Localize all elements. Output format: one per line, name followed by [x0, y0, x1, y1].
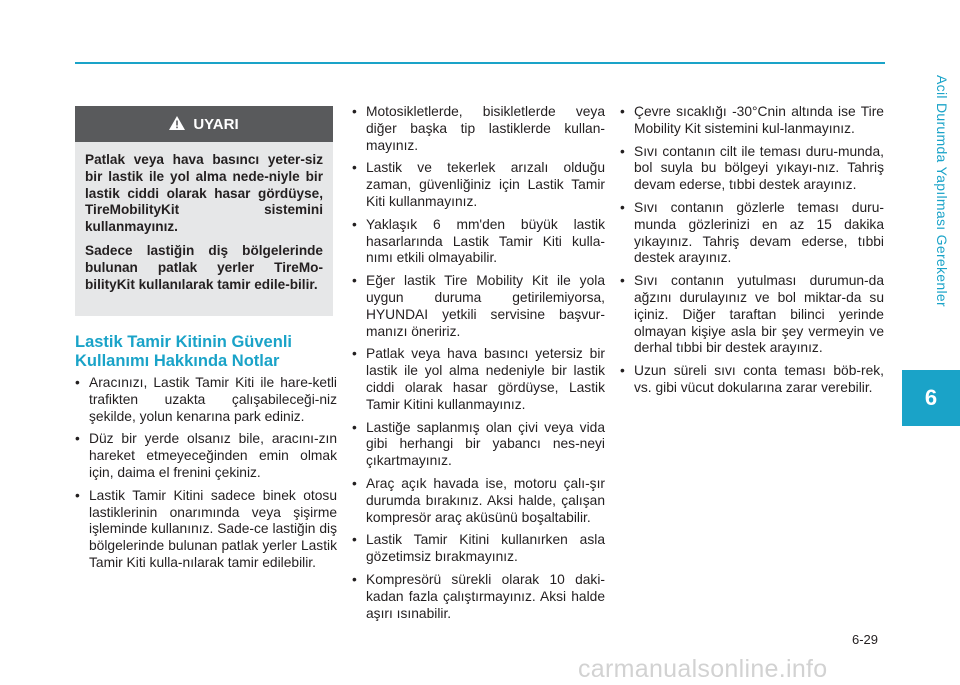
column-2	[352, 104, 605, 628]
list-item	[75, 431, 337, 481]
list-item-text: Çevre sıcaklığı -30°Cnin altında ise Tire Mobility Kit sistemini kul-lanmayınız.	[634, 104, 884, 136]
list-item-text: Lastiğe saplanmış olan çivi veya vida gibi herhangi bir yabancı nes-neyi çıkartmayınız.	[366, 419, 605, 469]
list-item	[620, 104, 884, 138]
list-item-text: Lastik ve tekerlek arızalı olduğu zaman, güvenliğiniz için Lastik Tamir Kiti kullanmayınız.	[366, 160, 605, 209]
bullet-list	[620, 104, 884, 397]
bullet-dot: •	[75, 487, 80, 503]
bullet-dot: •	[352, 160, 357, 176]
list-item	[352, 476, 605, 526]
bullet-dot: •	[620, 104, 625, 119]
list-item-text: Lastik Tamir Kitini sadece binek otosu lastiklerinin onarımında veya şişirme işleminde kullanınız. Sade-ce lastiğin diş bölgelerinde bulunan patlak yerler Lastik Tamir Kiti kulla-nılarak tamir edilebilir.	[89, 487, 337, 570]
list-item	[352, 572, 605, 622]
bullet-dot: •	[352, 475, 357, 491]
warning-paragraph: Patlak veya hava basıncı yeter-siz bir lastik ile yol alma nede-niyle bir lastik ciddi olarak hasar gördüyse, TireMobilityKit sistemini kullanmayınız.	[85, 152, 323, 235]
bullet-list	[75, 375, 337, 572]
list-item	[620, 144, 884, 194]
list-item-text: Yaklaşık 6 mm'den büyük lastik hasarlarında Lastik Tamir Kiti kulla-nımı etkili olmayabilir.	[366, 216, 605, 266]
bullet-dot: •	[620, 363, 625, 379]
bullet-dot: •	[352, 571, 357, 587]
page-number: 6-29	[852, 632, 879, 647]
bullet-dot: •	[75, 431, 80, 447]
bullet-dot: •	[352, 532, 357, 548]
bullet-dot: •	[352, 273, 357, 289]
list-item-text: Sıvı contanın yutulması durumun-da ağzını durulayınız ve bol miktar-da su içiniz. Diğer taraftan bilinci yerinde olmayan kişiye asla bir şey vermeyin ve derhal tıbbi bir destek arayınız.	[634, 273, 884, 356]
bullet-dot: •	[352, 104, 357, 119]
list-item	[620, 200, 884, 267]
list-item	[352, 420, 605, 470]
list-item	[352, 160, 605, 210]
list-item-text: Araç açık havada ise, motoru çalı-şır durumda bırakınız. Aksi halde, çalışan kompresör araç aküsünü boşaltabilir.	[366, 475, 605, 525]
bullet-dot: •	[620, 199, 625, 215]
section-title: Lastik Tamir Kitinin Güvenli Kullanımı Hakkında Notlar	[75, 333, 292, 370]
bullet-dot: •	[620, 273, 625, 289]
list-item	[352, 217, 605, 267]
list-item-text: Uzun süreli sıvı conta teması böb-rek, vs. gibi vücut dokularına zarar verebilir.	[634, 363, 884, 395]
list-item-text: Motosikletlerde, bisikletlerde veya diğer başka tip lastiklerde kullan-mayınız.	[366, 104, 605, 153]
bullet-dot: •	[352, 419, 357, 435]
list-item-text: Sıvı contanın gözlerle teması duru-munda gözlerinizi en az 15 dakika yıkayınız. Tahriş devam ederse, tıbbi destek arayınız.	[634, 199, 884, 266]
list-item	[75, 488, 337, 572]
chapter-side-title: Acil Durumda Yapılması Gerekenler	[934, 75, 950, 307]
list-item	[352, 532, 605, 566]
list-item-text: Kompresörü sürekli olarak 10 daki-kadan fazla çalıştırmayınız. Aksi halde aşırı ısınabilir.	[366, 571, 605, 621]
bullet-dot: •	[352, 346, 357, 362]
column-3	[620, 104, 884, 403]
list-item	[620, 273, 884, 357]
list-item-text: Aracınızı, Lastik Tamir Kiti ile hare-ketli trafikten uzakta çalışabileceği-niz şekilde, yolun kenarına park ediniz.	[89, 375, 337, 424]
list-item	[352, 346, 605, 413]
bullet-dot: •	[620, 143, 625, 159]
list-item	[75, 375, 337, 425]
list-item-text: Düz bir yerde olsanız bile, aracını-zın hareket etmeyeceğinden emin olmak için, daima el frenini çekiniz.	[89, 431, 337, 480]
list-item-text: Patlak veya hava basıncı yetersiz bir lastik ile yol alma nedeniyle bir lastik ciddi olarak hasar gördüyse, Lastik Tamir Kitini kullanmayınız.	[366, 346, 605, 412]
bullet-list	[352, 104, 605, 622]
list-item	[620, 363, 884, 397]
list-item	[352, 273, 605, 340]
list-item	[352, 104, 605, 154]
warning-body	[75, 142, 333, 293]
header-rule	[75, 62, 885, 64]
list-item-text: Sıvı contanın cilt ile teması duru-munda, bol suyla bu bölgeyi yıkayı-nız. Tahriş devam ederse, tıbbi destek arayınız.	[634, 143, 884, 193]
warning-triangle-icon	[169, 116, 185, 133]
list-item-text: Eğer lastik Tire Mobility Kit ile yola uygun duruma getirilemiyorsa, HYUNDAI yetkili servisine başvur-manızı öneririz.	[366, 273, 605, 339]
warning-title: UYARI	[193, 115, 239, 133]
warning-header	[75, 106, 333, 142]
list-item-text: Lastik Tamir Kitini kullanırken asla gözetimsiz bırakmayınız.	[366, 532, 605, 565]
bullet-dot: •	[75, 375, 80, 390]
column-1	[75, 375, 337, 578]
bullet-dot: •	[352, 216, 357, 232]
watermark: carmanualsonline.info	[578, 655, 828, 683]
warning-paragraph: Sadece lastiğin diş bölgelerinde bulunan patlak yerler TireMo-bilityKit kullanılarak tamir edile-bilir.	[85, 242, 323, 292]
warning-box	[75, 106, 333, 316]
chapter-tab: 6	[902, 370, 960, 426]
